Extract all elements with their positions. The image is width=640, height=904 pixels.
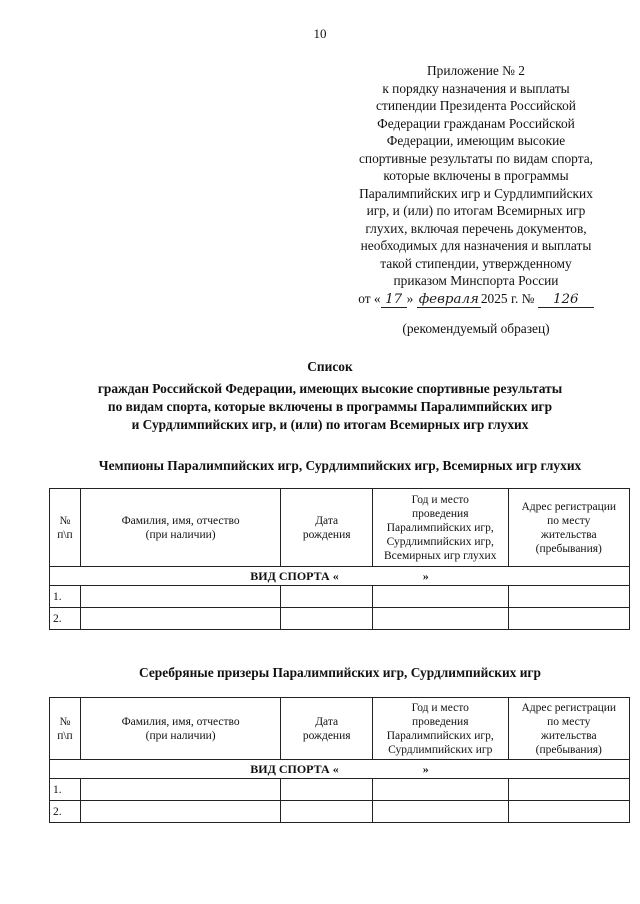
list-title [0,358,640,434]
table-header-row [50,698,630,760]
table-header-row [50,489,630,567]
appendix-line: которые включены в программы [383,168,569,183]
silver-table [49,697,630,823]
table-row [50,779,630,801]
cell-games [372,608,508,630]
sport-label: ВИД СПОРТА « » [50,760,630,779]
date-mid: » [406,290,414,306]
col-address-header: Адрес регистрации по месту жительства (пребывания) [508,698,630,760]
section-silver-heading: Серебряные призеры Паралимпийских игр, Сурдлимпийских игр [139,665,541,680]
cell-address [508,608,630,630]
table-row [50,608,630,630]
date-year: 2025 г. № [480,290,535,306]
col-dob-header: Дата рождения [281,698,373,760]
appendix-line: Приложение № 2 [426,63,526,78]
cell-dob [281,586,373,608]
appendix-line: к порядку назначения и выплаты [382,80,570,96]
handwritten-month: февраля [418,291,479,307]
col-games-header: Год и место проведения Паралимпийских игр, Сурдлимпийских игр [372,698,508,760]
champions-table [49,488,630,630]
appendix-line: такой стипендии, утвержденному [380,255,572,271]
col-number-header: № п\п [50,489,81,567]
title-line: по видам спорта, которые включены в программы Паралимпийских игр [107,399,553,414]
appendix-line: стипендии Президента Российской [376,98,576,113]
title-word: Список [307,359,353,374]
cell-games [372,801,508,823]
col-dob-header: Дата рождения [281,489,373,567]
row-number: 2. [50,801,81,823]
cell-name [80,586,280,608]
appendix-line: глухих, включая перечень документов, [365,220,587,236]
col-games-header: Год и место проведения Паралимпийских игр, Сурдлимпийских игр, Всемирных игр глухих [372,489,508,567]
cell-address [508,586,630,608]
appendix-line: Федерации гражданам Российской [377,115,575,131]
handwritten-day: 17 [381,293,407,308]
table-row [50,586,630,608]
sport-row [50,760,630,779]
handwritten-order-number: 126 [538,293,594,308]
row-number: 1. [50,779,81,801]
col-name-header: Фамилия, имя, отчество (при наличии) [80,698,280,760]
section-champions-heading: Чемпионы Паралимпийских игр, Сурдлимпийских игр, Всемирных игр глухих [98,458,582,473]
appendix-line: приказом Минспорта России [393,273,559,288]
cell-games [372,779,508,801]
appendix-block [318,62,634,308]
title-line: и Сурдлимпийских игр, и (или) по итогам Всемирных игр глухих [131,417,529,432]
cell-address [508,779,630,801]
col-number-header: № п\п [50,698,81,760]
cell-dob [281,779,373,801]
page-number: 10 [313,26,327,41]
sport-label: ВИД СПОРТА « » [50,567,630,586]
cell-dob [281,608,373,630]
order-date-line [318,290,634,308]
appendix-line: Федерации, имеющим высокие [386,133,566,148]
title-line: граждан Российской Федерации, имеющих высокие спортивные результаты [97,381,563,396]
recommended-sample-note: (рекомендуемый образец) [402,321,550,336]
row-number: 1. [50,586,81,608]
sport-row [50,567,630,586]
col-name-header: Фамилия, имя, отчество (при наличии) [80,489,280,567]
appendix-line: Паралимпийских игр и Сурдлимпийских [359,185,593,201]
appendix-line: необходимых для назначения и выплаты [360,238,592,253]
date-prefix: от « [358,290,381,306]
table-row [50,801,630,823]
cell-games [372,586,508,608]
cell-dob [281,801,373,823]
appendix-line: спортивные результаты по видам спорта, [358,150,594,166]
cell-name [80,779,280,801]
cell-address [508,801,630,823]
col-address-header: Адрес регистрации по месту жительства (пребывания) [508,489,630,567]
row-number: 2. [50,608,81,630]
cell-name [80,608,280,630]
cell-name [80,801,280,823]
appendix-line: игр, и (или) по итогам Всемирных игр [366,203,586,218]
